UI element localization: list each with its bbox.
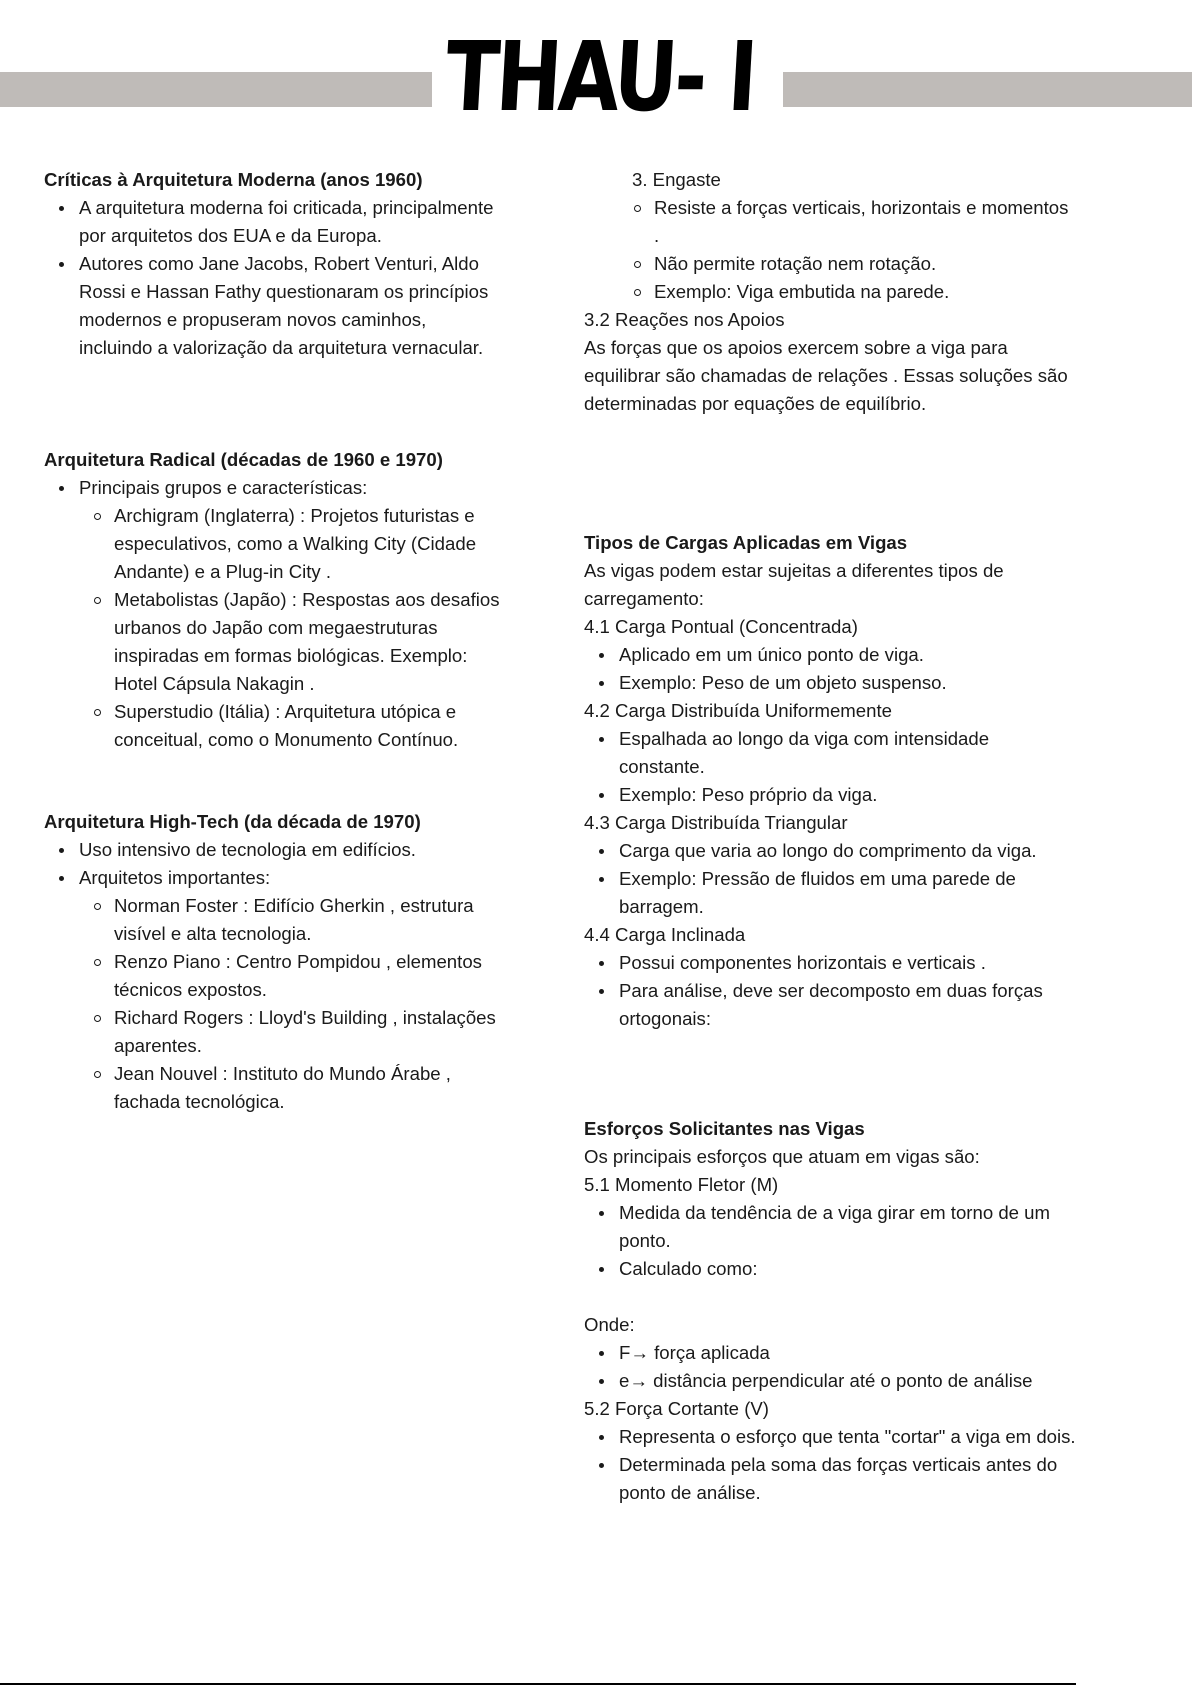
bullet-item: A arquitetura moderna foi criticada, principalmente por arquitetos dos EUA e da Europa. [44,194,500,250]
section-heading: Críticas à Arquitetura Moderna (anos 1960) [44,169,423,190]
sub-bullet-item: Renzo Piano : Centro Pompidou , elementos técnicos expostos. [44,948,500,1004]
sub-bullet-item: Superstudio (Itália) : Arquitetura utópica e conceitual, como o Monumento Contínuo. [44,698,500,754]
bullet-item: Possui componentes horizontais e verticais . [584,949,1076,977]
sub-bullet-item: Norman Foster : Edifício Gherkin , estrutura visível e alta tecnologia. [44,892,500,948]
sub-bullet-item: Archigram (Inglaterra) : Projetos futuristas e especulativos, como a Walking City (Cidade Andante) e a Plug-in City . [44,502,500,586]
bullet-item: e→ distância perpendicular até o ponto de análise [584,1367,1076,1395]
paragraph: 3.2 Reações nos Apoios [584,309,785,330]
bullet-item: Medida da tendência de a viga girar em torno de um ponto. [584,1199,1076,1255]
bullet-item: Espalhada ao longo da viga com intensidade constante. [584,725,1076,781]
paragraph: 5.1 Momento Fletor (M) [584,1174,779,1195]
bullet-item: Representa o esforço que tenta "cortar" a viga em dois. [584,1423,1076,1451]
right-column-section [584,529,1076,1033]
bullet-item: Exemplo: Pressão de fluidos em uma parede de barragem. [584,865,1076,921]
right-column-section [584,166,1076,418]
paragraph: 4.1 Carga Pontual (Concentrada) [584,616,858,637]
sub-bullet-item: Exemplo: Viga embutida na parede. [584,278,1076,306]
bullet-item: Exemplo: Peso próprio da viga. [584,781,1076,809]
spacer [584,1283,1076,1311]
page-title: THAU- I [442,21,758,133]
bullet-item: Exemplo: Peso de um objeto suspenso. [584,669,1076,697]
header-bar-right [783,72,1192,107]
paragraph: 4.4 Carga Inclinada [584,924,746,945]
bullet-item: Para análise, deve ser decomposto em duas forças ortogonais: [584,977,1076,1033]
left-column-section [44,166,500,362]
bullet-item: F→ força aplicada [584,1339,1076,1367]
paragraph: As forças que os apoios exercem sobre a viga para equilibrar são chamadas de relações . Essas soluções são determinadas por equações de equilíbrio. [584,337,1068,414]
bullet-item: Uso intensivo de tecnologia em edifícios. [44,836,500,864]
paragraph: 4.2 Carga Distribuída Uniformemente [584,700,892,721]
sub-bullet-item: Não permite rotação nem rotação. [584,250,1076,278]
section-heading: Tipos de Cargas Aplicadas em Vigas [584,532,908,553]
sub-bullet-item: Richard Rogers : Lloyd's Building , instalações aparentes. [44,1004,500,1060]
numbered-item: 3. Engaste [632,169,721,190]
section-heading: Arquitetura High-Tech (da década de 1970) [44,811,421,832]
bullet-item: Determinada pela soma das forças verticais antes do ponto de análise. [584,1451,1076,1507]
paragraph: 5.2 Força Cortante (V) [584,1398,769,1419]
left-column-section [44,446,500,754]
sub-bullet-item: Metabolistas (Japão) : Respostas aos desafios urbanos do Japão com megaestruturas inspiradas em formas biológicas. Exemplo: Hotel Cápsula Nakagin . [44,586,500,698]
bullet-item: Aplicado em um único ponto de viga. [584,641,1076,669]
paragraph: 4.3 Carga Distribuída Triangular [584,812,848,833]
section-heading: Esforços Solicitantes nas Vigas [584,1118,865,1139]
bullet-item: Calculado como: [584,1255,1076,1283]
sub-bullet-item: Jean Nouvel : Instituto do Mundo Árabe , fachada tecnológica. [44,1060,500,1116]
bullet-item: Carga que varia ao longo do comprimento da viga. [584,837,1076,865]
right-column-section [584,1115,1076,1507]
bullet-item: Arquitetos importantes: [44,864,500,892]
header-bar-left [0,72,432,107]
bullet-item: Principais grupos e características: [44,474,500,502]
left-column-section [44,808,500,1116]
paragraph: As vigas podem estar sujeitas a diferentes tipos de carregamento: [584,560,1004,609]
sub-bullet-item: Resiste a forças verticais, horizontais e momentos . [584,194,1076,250]
section-heading: Arquitetura Radical (décadas de 1960 e 1970) [44,449,443,470]
paragraph: Os principais esforços que atuam em vigas são: [584,1146,980,1167]
bullet-item: Autores como Jane Jacobs, Robert Venturi, Aldo Rossi e Hassan Fathy questionaram os princípios modernos e propuseram novos caminhos, incluindo a valorização da arquitetura vernacular. [44,250,500,362]
paragraph: Onde: [584,1314,635,1335]
